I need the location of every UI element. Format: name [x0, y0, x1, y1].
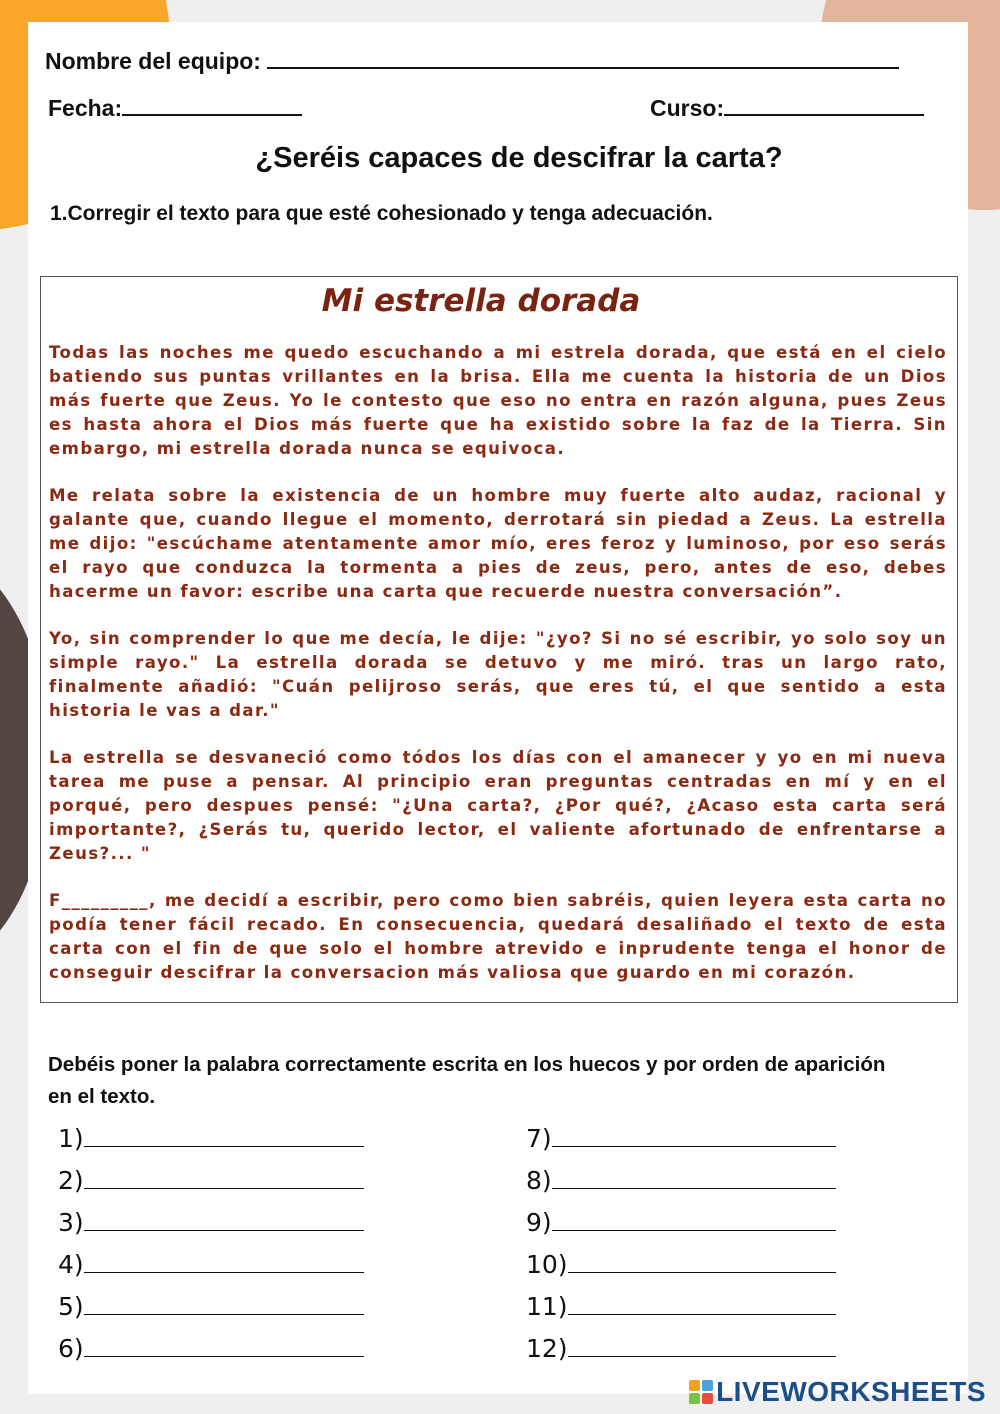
answer-column-left	[58, 1124, 364, 1376]
answer-blank[interactable]	[568, 1294, 836, 1315]
story-title: Mi estrella dorada	[321, 283, 641, 319]
story-paragraph: F_________, me decidí a escribir, pero como bien sabréis, quien leyera esta carta no podía tener fácil recado. En consecuencia, quedará desaliñado el texto de esta carta con el fin de que solo el hombre atrevido e inprudente tenga el honor de conseguir descifrar la conversacion más valiosa que guardo en mi corazón.	[49, 891, 947, 982]
answer-number: 3)	[58, 1208, 84, 1237]
answer-blank[interactable]	[84, 1126, 364, 1147]
answer-number: 12)	[526, 1334, 568, 1363]
answer-row	[526, 1124, 836, 1166]
team-name-label: Nombre del equipo:	[45, 48, 261, 74]
answer-row	[526, 1208, 836, 1250]
answer-row	[58, 1124, 364, 1166]
answer-blank[interactable]	[84, 1294, 364, 1315]
answer-blank[interactable]	[552, 1168, 836, 1189]
date-blank[interactable]	[122, 96, 302, 116]
liveworksheets-grid-icon	[689, 1380, 713, 1404]
story-box	[40, 276, 958, 1003]
answer-column-right	[526, 1124, 836, 1376]
answer-number: 6)	[58, 1334, 84, 1363]
answer-number: 11)	[526, 1292, 568, 1321]
team-name-blank[interactable]	[267, 49, 899, 69]
answer-blank[interactable]	[84, 1210, 364, 1231]
answer-number: 8)	[526, 1166, 552, 1195]
answer-blank[interactable]	[84, 1252, 364, 1273]
instruction-1: 1.Corregir el texto para que esté cohesionado y tenga adecuación.	[50, 202, 713, 225]
date-row	[48, 95, 302, 122]
answer-row	[58, 1334, 364, 1376]
answer-blank[interactable]	[552, 1210, 836, 1231]
date-label: Fecha:	[48, 95, 123, 121]
answer-row	[58, 1292, 364, 1334]
team-name-row	[45, 48, 899, 75]
answer-blank[interactable]	[568, 1336, 836, 1357]
answer-number: 1)	[58, 1124, 84, 1153]
course-blank[interactable]	[724, 96, 924, 116]
answer-number: 4)	[58, 1250, 84, 1279]
story-paragraph: La estrella se desvaneció como tódos los días con el amanecer y yo en mi nueva tarea me puse a pensar. Al principio eran preguntas centradas en mí y en el porqué, pero despues pensé: "¿Una carta?, ¿Por qué?, ¿Acaso esta carta será importante?, ¿Serás tu, querido lector, el valiente afortunado de enfrentarse a Zeus?... "	[49, 748, 947, 863]
instruction-2: Debéis poner la palabra correctamente escrita en los huecos y por orden de aparición en el texto.	[48, 1053, 886, 1108]
answer-row	[58, 1166, 364, 1208]
story-body	[49, 341, 947, 1008]
answer-blank[interactable]	[552, 1126, 836, 1147]
answer-row	[526, 1292, 836, 1334]
answer-blank[interactable]	[84, 1168, 364, 1189]
answer-row	[58, 1250, 364, 1292]
answer-row	[526, 1166, 836, 1208]
answer-blank[interactable]	[84, 1336, 364, 1357]
story-paragraph: Todas las noches me quedo escuchando a mi estrela dorada, que está en el cielo batiendo sus puntas vrillantes en la brisa. Ella me cuenta la historia de un Dios más fuerte que Zeus. Yo le contesto que eso no entra en razón alguna, pues Zeus es hasta ahora el Dios más fuerte que ha existido sobre la faz de la Tierra. Sin embargo, mi estrella dorada nunca se equivoca.	[49, 343, 947, 458]
answer-number: 2)	[58, 1166, 84, 1195]
answer-blank[interactable]	[568, 1252, 836, 1273]
answer-row	[526, 1334, 836, 1376]
answer-row	[58, 1208, 364, 1250]
brand-text: LIVEWORKSHEETS	[716, 1376, 986, 1407]
story-paragraph: Yo, sin comprender lo que me decía, le dije: "¿yo? Si no sé escribir, yo solo soy un simple rayo." La estrella dorada se detuvo y me miró. tras un largo rato, finalmente añadió: "Cuán pelijroso serás, que eres tú, el que sentido a esta historia le vas a dar."	[49, 629, 947, 720]
story-paragraph: Me relata sobre la existencia de un hombre muy fuerte alto audaz, racional y galante que, cuando llegue el momento, derrotará sin piedad a Zeus. La estrella me dijo: "escúchame atentamente amor mío, eres feroz y luminoso, por eso serás el rayo que conduzca la tormenta a pies de zeus, pero, antes de eso, debes hacerme un favor: escribe una carta que recuerde nuestra conversación”.	[49, 486, 947, 601]
answer-number: 5)	[58, 1292, 84, 1321]
liveworksheets-logo[interactable]	[689, 1376, 986, 1408]
answer-number: 10)	[526, 1250, 568, 1279]
answer-number: 7)	[526, 1124, 552, 1153]
course-label: Curso:	[650, 95, 725, 121]
answer-number: 9)	[526, 1208, 552, 1237]
worksheet-page	[28, 22, 968, 1394]
course-row	[650, 95, 924, 122]
answer-row	[526, 1250, 836, 1292]
page-title: ¿Seréis capaces de descifrar la carta?	[255, 142, 783, 174]
